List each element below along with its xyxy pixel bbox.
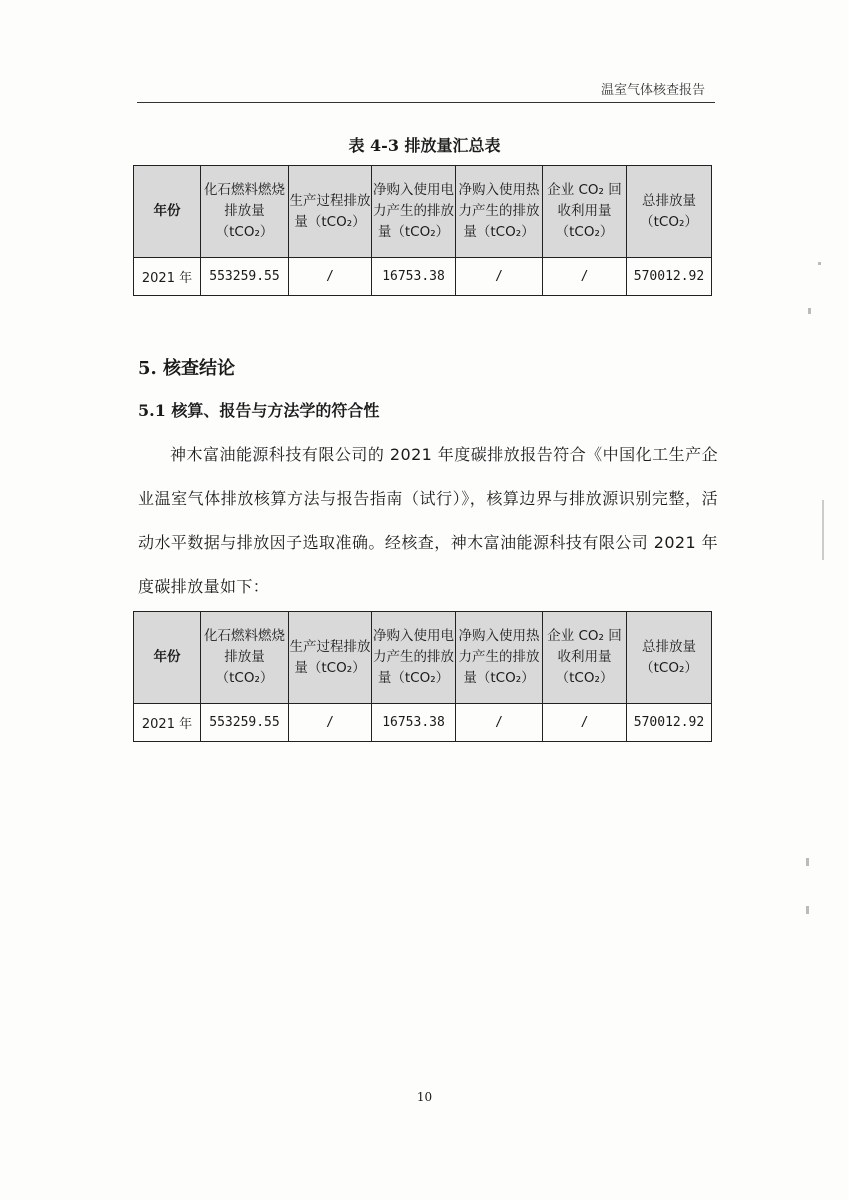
cell-total: 570012.92 bbox=[627, 704, 712, 742]
header-title: 温室气体核查报告 bbox=[600, 83, 705, 98]
header-cell-total: 总排放量（tCO₂） bbox=[627, 612, 712, 704]
header-cell-process: 生产过程排放量（tCO₂） bbox=[289, 612, 372, 704]
scan-speck bbox=[808, 308, 811, 314]
cell-electricity: 16753.38 bbox=[372, 704, 456, 742]
conclusion-paragraph: 神木富油能源科技有限公司的 2021 年度碳排放报告符合《中国化工生产企业温室气体排放核算方法与报告指南（试行）》，核算边界与排放源识别完整，活动水平数据与排放因子选取准确。经核查，神木富油能源科技有限公司 2021 年度碳排放量如下： bbox=[138, 445, 718, 596]
header-cell-electricity: 净购入使用电力产生的排放量（tCO₂） bbox=[372, 166, 456, 258]
header-cell-fossil-fuel: 化石燃料燃烧排放量（tCO₂） bbox=[201, 166, 289, 258]
header-cell-heat: 净购入使用热力产生的排放量（tCO₂） bbox=[456, 612, 543, 704]
cell-electricity: 16753.38 bbox=[372, 258, 456, 296]
header-divider bbox=[137, 102, 715, 103]
header-cell-year: 年份 bbox=[134, 166, 201, 258]
table-caption: 表 4-3 排放量汇总表 bbox=[348, 136, 501, 155]
header-cell-electricity: 净购入使用电力产生的排放量（tCO₂） bbox=[372, 612, 456, 704]
section-title: 5. 核查结论 bbox=[138, 358, 236, 379]
table-row bbox=[134, 258, 712, 296]
table-header-row bbox=[134, 166, 712, 258]
scan-speck bbox=[818, 262, 821, 265]
subsection-title: 5.1 核算、报告与方法学的符合性 bbox=[138, 401, 380, 420]
cell-heat: / bbox=[456, 704, 543, 742]
cell-co2-recovery: / bbox=[543, 704, 627, 742]
scan-speck bbox=[822, 500, 824, 560]
cell-fossil-fuel: 553259.55 bbox=[201, 704, 289, 742]
scan-speck bbox=[806, 906, 809, 914]
emission-result-table bbox=[133, 611, 712, 742]
emission-summary-table bbox=[133, 165, 712, 296]
scan-speck bbox=[806, 858, 809, 866]
header-cell-heat: 净购入使用热力产生的排放量（tCO₂） bbox=[456, 166, 543, 258]
table-row bbox=[134, 704, 712, 742]
cell-process: / bbox=[289, 258, 372, 296]
header-cell-fossil-fuel: 化石燃料燃烧排放量（tCO₂） bbox=[201, 612, 289, 704]
header-cell-co2-recovery: 企业 CO₂ 回收利用量（tCO₂） bbox=[543, 166, 627, 258]
cell-heat: / bbox=[456, 258, 543, 296]
cell-process: / bbox=[289, 704, 372, 742]
header-cell-total: 总排放量（tCO₂） bbox=[627, 166, 712, 258]
header-cell-co2-recovery: 企业 CO₂ 回收利用量（tCO₂） bbox=[543, 612, 627, 704]
page-number: 10 bbox=[416, 1090, 433, 1104]
cell-co2-recovery: / bbox=[543, 258, 627, 296]
table-header-row bbox=[134, 612, 712, 704]
header-cell-process: 生产过程排放量（tCO₂） bbox=[289, 166, 372, 258]
cell-year: 2021 年 bbox=[134, 258, 201, 296]
cell-total: 570012.92 bbox=[627, 258, 712, 296]
cell-fossil-fuel: 553259.55 bbox=[201, 258, 289, 296]
cell-year: 2021 年 bbox=[134, 704, 201, 742]
header-cell-year: 年份 bbox=[134, 612, 201, 704]
